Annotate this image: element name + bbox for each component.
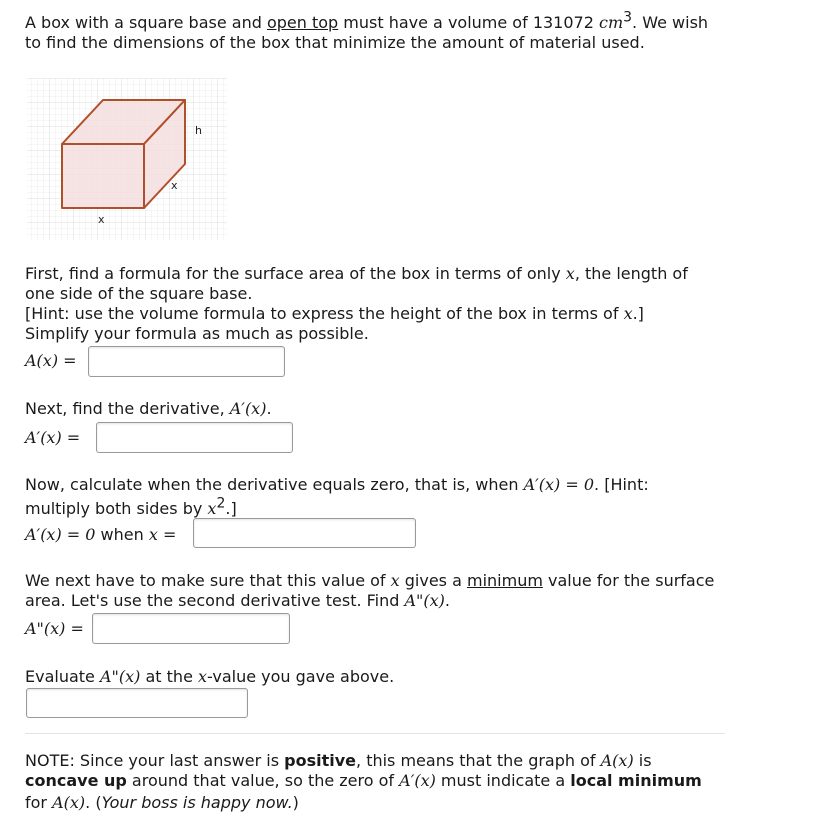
problem-statement xyxy=(25,9,815,53)
box-figure xyxy=(25,78,230,242)
step2-instructions: Next, find the derivative, A′(x). xyxy=(25,399,272,418)
open-top-link[interactable]: open top xyxy=(266,13,339,32)
problem-line-2: to find the dimensions of the box that minimize the amount of material used. xyxy=(25,33,645,52)
problem-line-1: A box with a square base and open top must have a volume of 131072 $cm^3$. We wish xyxy=(25,9,709,32)
second-derivative-value-input[interactable] xyxy=(26,688,248,718)
label-h: h xyxy=(195,124,202,137)
area-formula-input[interactable] xyxy=(88,346,285,377)
step2-label: A′(x) = xyxy=(25,428,81,447)
minimum-link[interactable]: minimum xyxy=(466,571,543,590)
step4-label: A"(x) = xyxy=(25,619,84,638)
box-front-face xyxy=(62,144,144,208)
step3-label: A′(x) = 0 when x = xyxy=(25,525,177,544)
label-x-side: x xyxy=(171,179,178,192)
critical-point-input[interactable] xyxy=(193,518,416,548)
divider xyxy=(25,733,725,734)
step5-instructions: Evaluate A"(x) at the x-value you gave above. xyxy=(25,667,395,686)
second-derivative-input[interactable] xyxy=(92,613,290,644)
derivative-input[interactable] xyxy=(96,422,293,453)
label-x-front: x xyxy=(98,213,105,226)
step1-label: A(x) = xyxy=(25,351,77,370)
note: NOTE: Since your last answer is positive, this means that the graph of A(x) is concave up around that value, so the zero of A′(x) must indicate a local minimum for A(x). (Your boss is happy now.) xyxy=(25,751,702,812)
step3-instructions: Now, calculate when the derivative equals zero, that is, when A′(x) = 0. [Hint: multiply both sides by $x^2$.] xyxy=(25,475,649,518)
step1-instructions: First, find a formula for the surface area of the box in terms of only x, the length of one side of the square base. [Hint: use the volume formula to express the height of the box in terms of x.] Simplify your formula as much as possible. xyxy=(25,264,688,343)
step4-instructions: We next have to make sure that this value of x gives a minimum value for the surface area. Let's use the second derivative test. Find A"(x). xyxy=(25,571,715,610)
